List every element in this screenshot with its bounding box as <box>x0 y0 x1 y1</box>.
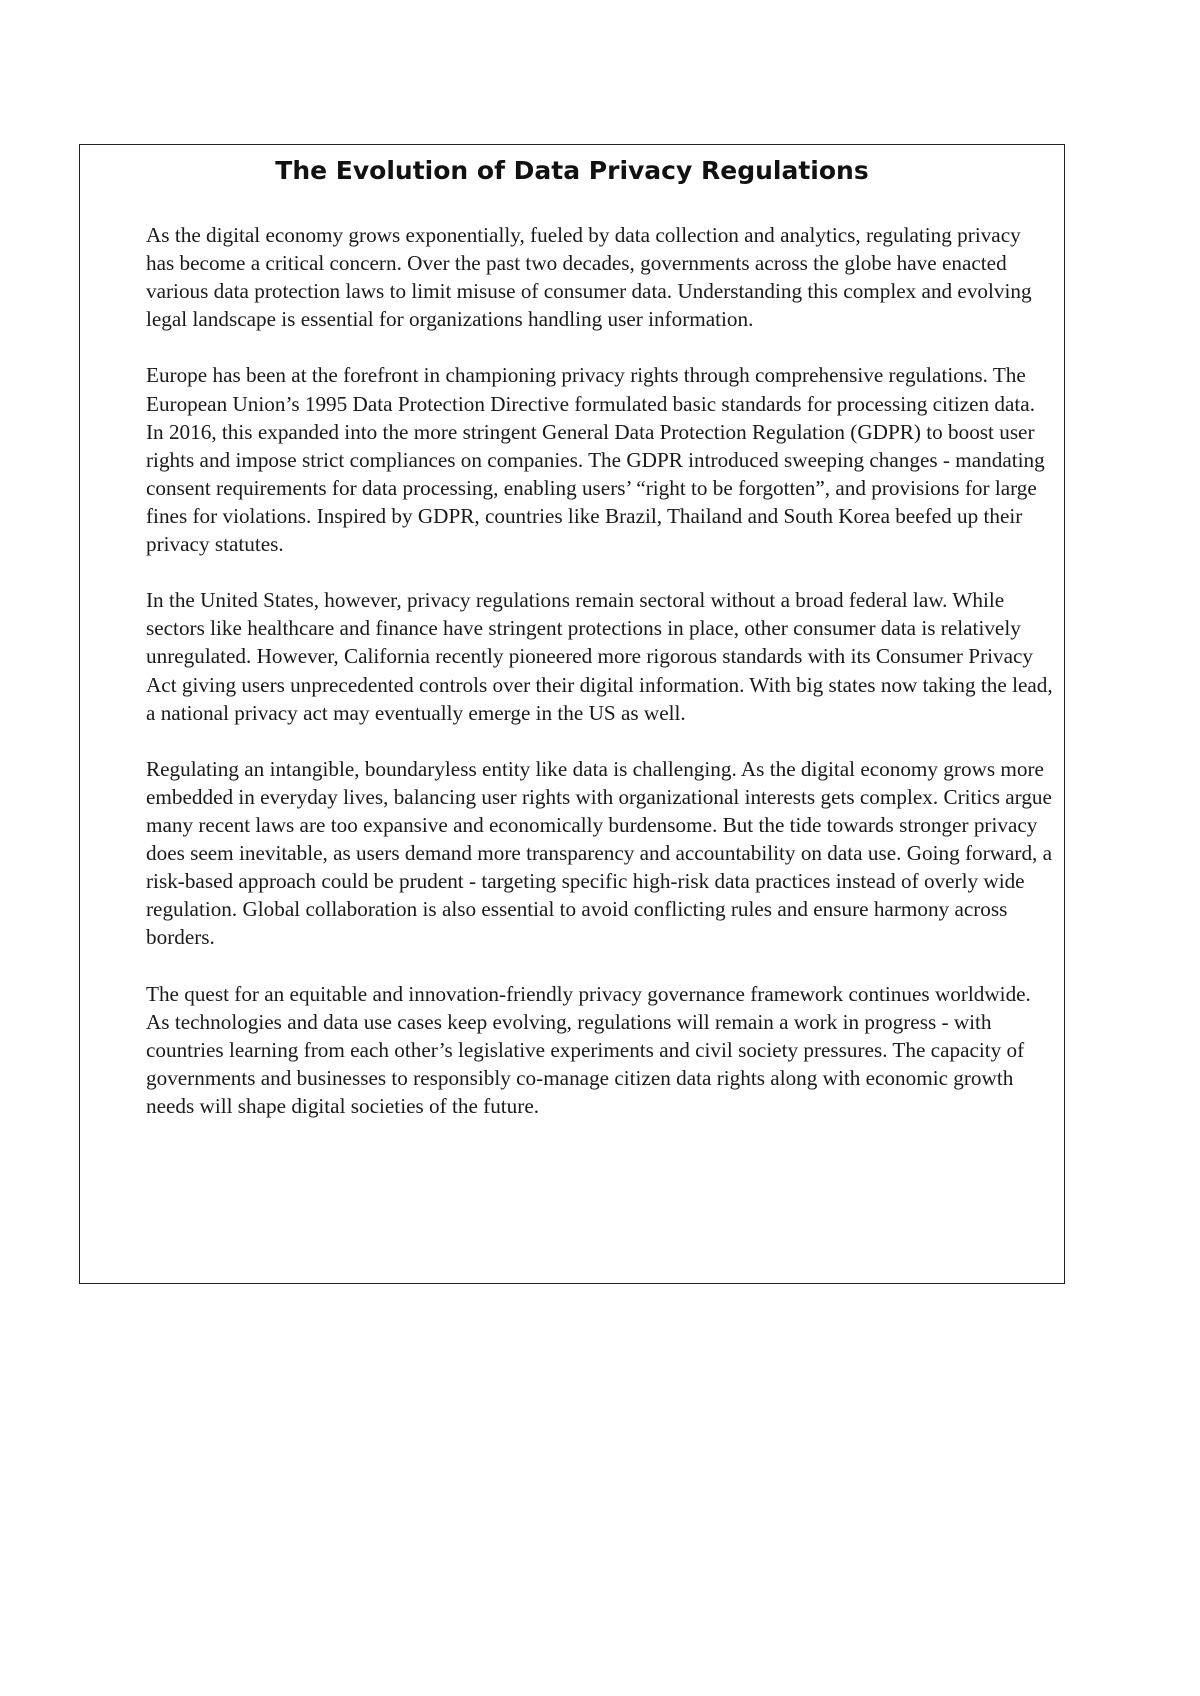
paragraph-intro: As the digital economy grows exponentially, fueled by data collection and analytics, regulating privacy has become a critical concern. Over the past two decades, governments across the globe have enacted various data protection laws to limit misuse of consumer data. Understanding this complex and evolving legal landscape is essential for organizations handling user information. <box>146 223 1032 332</box>
document-body <box>146 221 1054 1148</box>
document-text-box <box>79 144 1065 1284</box>
paragraph-conclusion: The quest for an equitable and innovation-friendly privacy governance framework continues worldwide. As technologies and data use cases keep evolving, regulations will remain a work in progress - with countries learning from each other’s legislative experiments and civil society pressures. The capacity of governments and businesses to responsibly co-manage citizen data rights along with economic growth needs will shape digital societies of the future. <box>146 981 1031 1118</box>
paragraph-europe: Europe has been at the forefront in championing privacy rights through comprehensive regulations. The European Union’s 1995 Data Protection Directive formulated basic standards for processing citizen data. In 2016, this expanded into the more stringent General Data Protection Regulation (GDPR) to boost user rights and impose strict compliances on companies. The GDPR introduced sweeping changes - mandating consent requirements for data processing, enabling users’ “right to be forgotten”, and provisions for large fines for violations. Inspired by GDPR, countries like Brazil, Thailand and South Korea beefed up their privacy statutes. <box>146 363 1045 557</box>
paragraph-challenges: Regulating an intangible, boundaryless entity like data is challenging. As the digital economy grows more embedded in everyday lives, balancing user rights with organizational interests gets complex. Critics argue many recent laws are too expansive and economically burdensome. But the tide towards stronger privacy does seem inevitable, as users demand more transparency and accountability on data use. Going forward, a risk-based approach could be prudent - targeting specific high-risk data practices instead of overly wide regulation. Global collaboration is also essential to avoid conflicting rules and ensure harmony across borders. <box>146 756 1053 950</box>
paragraph-united-states: In the United States, however, privacy regulations remain sectoral without a broad federal law. While sectors like healthcare and finance have stringent protections in place, other consumer data is relatively unregulated. However, California recently pioneered more rigorous standards with its Consumer Privacy Act giving users unprecedented controls over their digital information. With big states now taking the lead, a national privacy act may eventually emerge in the US as well. <box>146 588 1053 725</box>
document-title: The Evolution of Data Privacy Regulations <box>275 156 869 185</box>
